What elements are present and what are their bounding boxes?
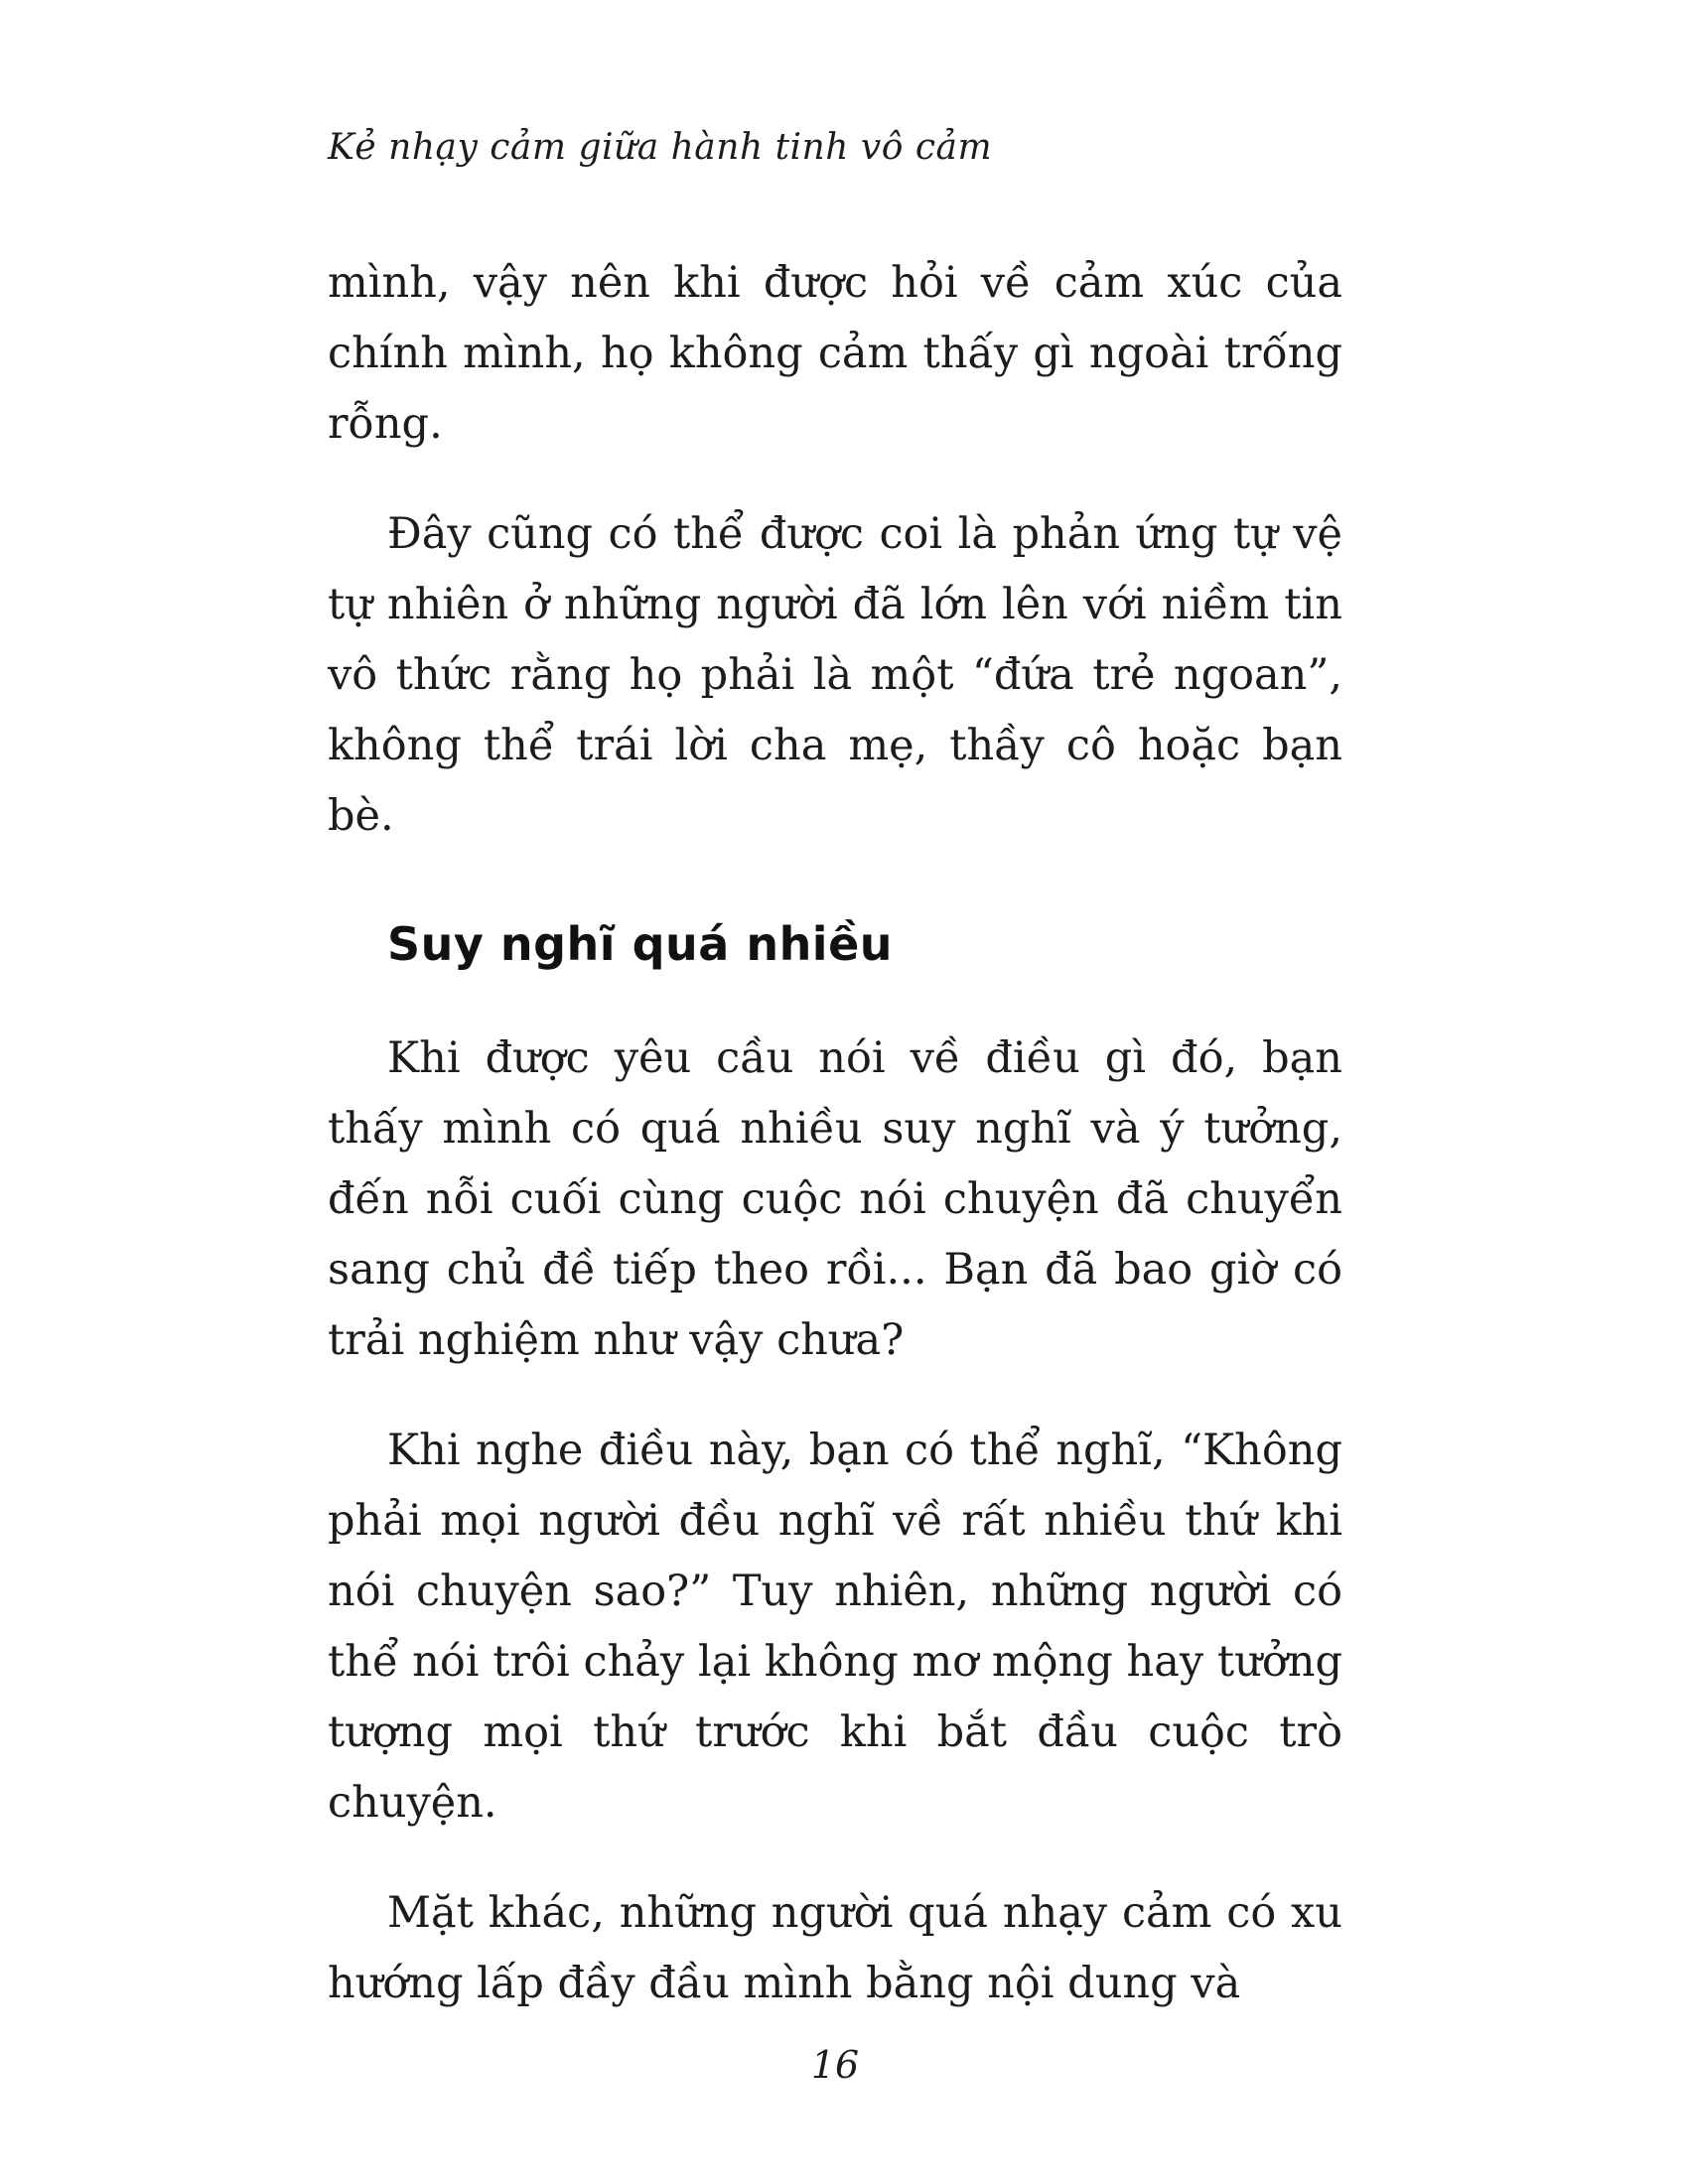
- paragraph: mình, vậy nên khi được hỏi về cảm xúc của chính mình, họ không cảm thấy gì ngoài trống rỗng.: [328, 258, 1342, 449]
- paragraph: Mặt khác, những người quá nhạy cảm có xu hướng lấp đầy đầu mình bằng nội dung và: [328, 1888, 1342, 2009]
- section-heading: Suy nghĩ quá nhiều: [387, 917, 894, 971]
- paragraph: Khi nghe điều này, bạn có thể nghĩ, “Không phải mọi người đều nghĩ về rất nhiều thứ khi nói chuyện sao?” Tuy nhiên, những người có thể nói trôi chảy lại không mơ mộng hay tưởng tượng mọi thứ trước khi bắt đầu cuộc trò chuyện.: [328, 1426, 1342, 1829]
- paragraph: Đây cũng có thể được coi là phản ứng tự vệ tự nhiên ở những người đã lớn lên với niềm tin vô thức rằng họ phải là một “đứa trẻ ngoan”, không thể trái lời cha mẹ, thầy cô hoặc bạn bè.: [328, 509, 1342, 841]
- running-header: Kẻ nhạy cảm giữa hành tinh vô cảm: [328, 127, 993, 168]
- paragraph: Khi được yêu cầu nói về điều gì đó, bạn thấy mình có quá nhiều suy nghĩ và ý tưởng, đến nỗi cuối cùng cuộc nói chuyện đã chuyển sang chủ đề tiếp theo rồi... Bạn đã bao giờ có trải nghiệm như vậy chưa?: [328, 1033, 1342, 1366]
- page-number: 16: [810, 2043, 860, 2087]
- page-body: [328, 248, 1342, 2059]
